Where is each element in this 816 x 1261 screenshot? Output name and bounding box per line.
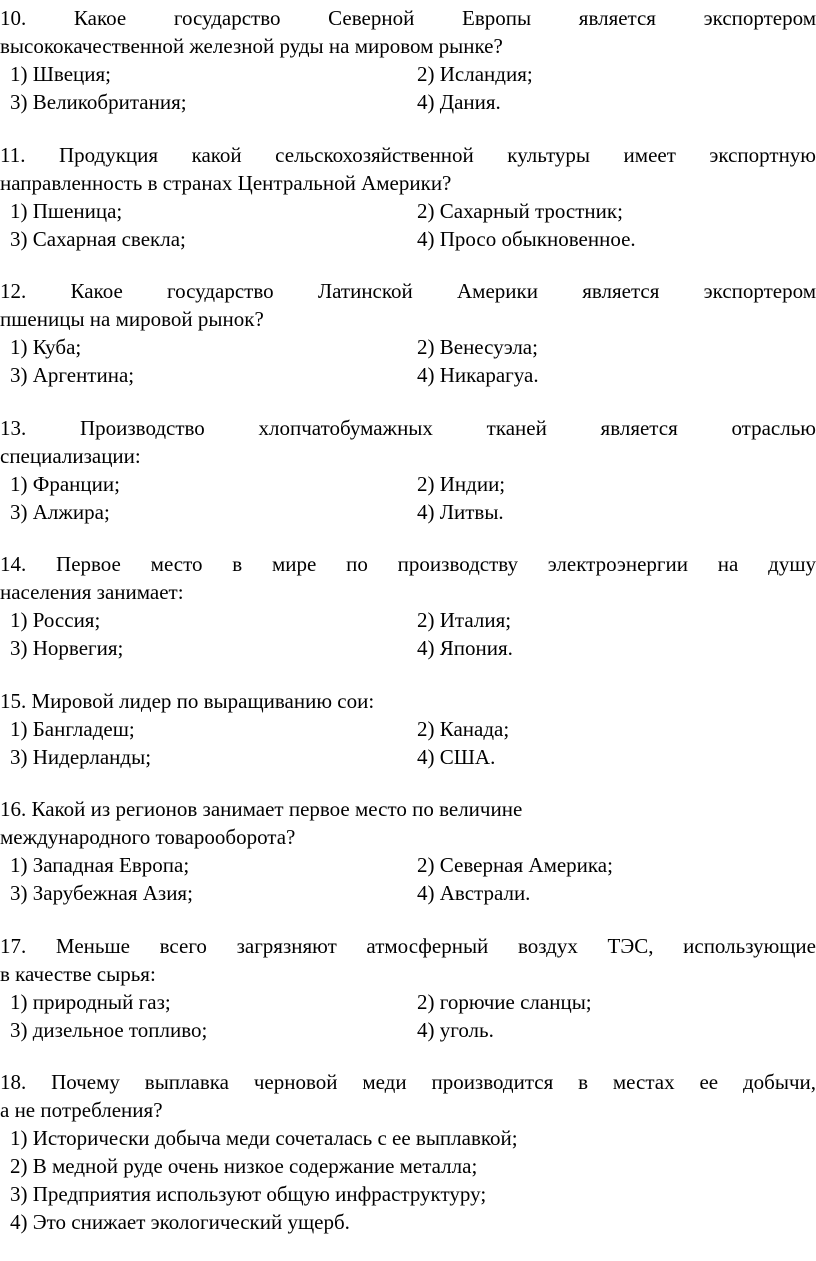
answer-option: 2) Сахарный тростник;	[417, 198, 623, 223]
question-18	[0, 1068, 816, 1236]
question-text-line: 10. Какое государство Северной Европы является экспортером	[0, 6, 816, 30]
answer-option: 2) Северная Америка;	[417, 853, 613, 877]
answer-option: 2) Индии;	[417, 471, 506, 496]
question-text-line: 13. Производство хлопчатобумажных тканей является отраслью	[0, 415, 816, 440]
question-17	[0, 932, 816, 1044]
answer-option: 3) Зарубежная Азия;	[10, 881, 193, 905]
question-15	[0, 687, 816, 771]
question-10	[0, 4, 816, 116]
question-text-line: 14. Первое место в мире по производству электроэнергии на душу	[0, 552, 816, 576]
answer-option: 3) Нидерланды;	[10, 744, 152, 769]
answer-option: 3) дизельное топливо;	[10, 1017, 208, 1042]
question-text-line: 16. Какой из регионов занимает первое место по величине	[0, 797, 523, 821]
question-text-line: международного товарооборота?	[0, 825, 296, 849]
question-11	[0, 141, 816, 253]
answer-option: 4) Никарагуа.	[417, 363, 539, 387]
question-text-line: пшеницы на мировой рынок?	[0, 307, 264, 331]
question-text-line: 15. Мировой лидер по выращиванию сои:	[0, 688, 375, 713]
answer-option: 4) США.	[417, 744, 496, 769]
question-text-line: в качестве сырья:	[0, 961, 156, 986]
answer-option: 2) Канада;	[417, 716, 510, 741]
question-text-line: 17. Меньше всего загрязняют атмосферный воздух ТЭС, использующие	[0, 933, 816, 958]
question-text-line: высококачественной железной руды на мировом рынке?	[0, 34, 503, 58]
question-text-line: специализации:	[0, 443, 141, 468]
question-text-line: 18. Почему выплавка черновой меди производится в местах ее добычи,	[0, 1070, 816, 1094]
answer-option: 1) Россия;	[10, 608, 101, 632]
answer-option: 3) Алжира;	[10, 499, 110, 524]
answer-option: 2) Исландия;	[417, 62, 533, 86]
answer-option: 1) Исторически добыча меди сочеталась с ее выплавкой;	[10, 1126, 518, 1150]
answer-option: 4) уголь.	[417, 1017, 494, 1042]
answer-option: 1) Куба;	[10, 335, 82, 359]
answer-option: 4) Это снижает экологический ущерб.	[10, 1210, 350, 1234]
answer-option: 4) Литвы.	[417, 499, 504, 524]
answer-option: 2) Венесуэла;	[417, 335, 538, 359]
answer-option: 1) Франции;	[10, 471, 120, 496]
question-13	[0, 414, 816, 526]
answer-option: 3) Сахарная свекла;	[10, 226, 186, 251]
answer-option: 3) Норвегия;	[10, 636, 124, 660]
answer-option: 1) Пшеница;	[10, 198, 123, 223]
answer-option: 2) Италия;	[417, 608, 512, 632]
question-text-line: 11. Продукция какой сельскохозяйственной культуры имеет экспортную	[0, 142, 816, 167]
answer-option: 2) В медной руде очень низкое содержание металла;	[10, 1154, 478, 1178]
question-text-line: 12. Какое государство Латинской Америки является экспортером	[0, 279, 816, 303]
question-14	[0, 550, 816, 662]
answer-option: 4) Япония.	[417, 636, 513, 660]
answer-option: 1) Бангладеш;	[10, 716, 135, 741]
question-text-line: населения занимает:	[0, 580, 184, 604]
answer-option: 3) Аргентина;	[10, 363, 135, 387]
question-text-line: направленность в странах Центральной Америки?	[0, 170, 452, 195]
answer-option: 2) горючие сланцы;	[417, 989, 592, 1014]
answer-option: 4) Дания.	[417, 90, 501, 114]
question-12	[0, 277, 816, 389]
answer-option: 1) Западная Европа;	[10, 853, 190, 877]
answer-option: 3) Предприятия используют общую инфраструктуру;	[10, 1182, 487, 1206]
test-document	[0, 4, 816, 1261]
answer-option: 3) Великобритания;	[10, 90, 187, 114]
question-text-line: а не потребления?	[0, 1098, 163, 1122]
answer-option: 1) Швеция;	[10, 62, 112, 86]
answer-option: 1) природный газ;	[10, 989, 171, 1014]
question-16	[0, 795, 816, 907]
answer-option: 4) Австрали.	[417, 881, 531, 905]
answer-option: 4) Просо обыкновенное.	[417, 226, 636, 251]
